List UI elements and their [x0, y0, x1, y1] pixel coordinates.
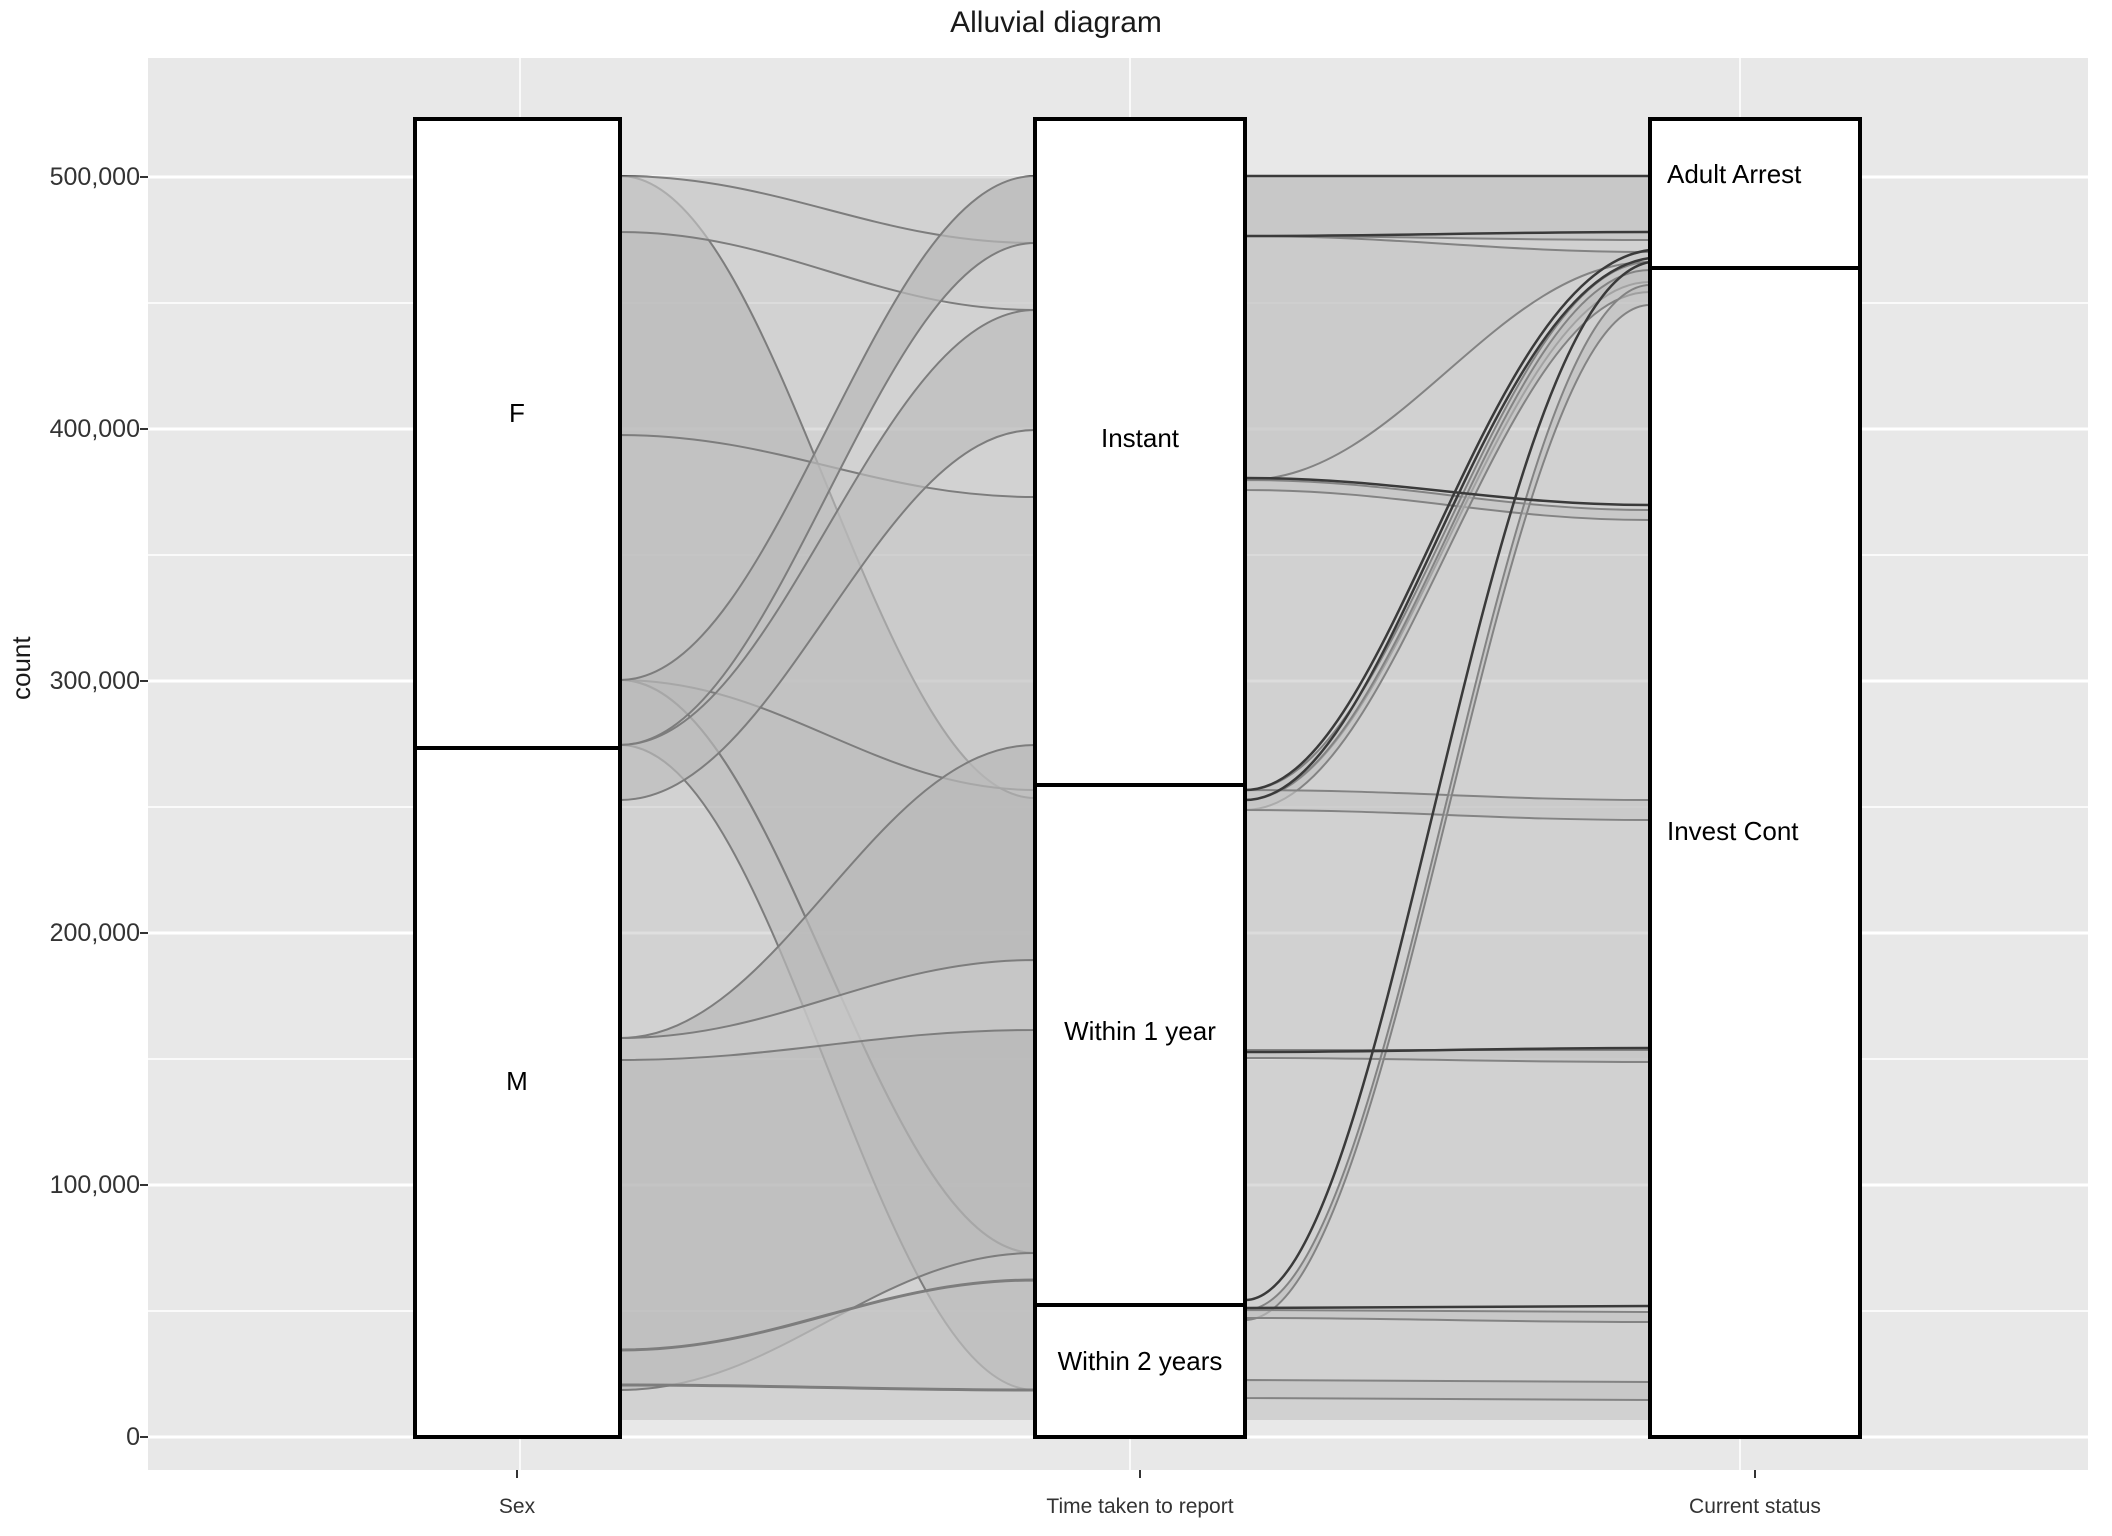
stratum-label-within-2-years: Within 2 years [1057, 1346, 1223, 1376]
x-tick-time-taken-to-report: Time taken to report [1046, 1495, 1234, 1518]
y-axis-label: count [6, 636, 36, 700]
stratum-label-instant: Instant [1100, 423, 1180, 453]
x-tick-sex: Sex [498, 1495, 536, 1518]
y-tick-500000: 500,000 [49, 163, 140, 191]
stratum-time [1035, 119, 1245, 1437]
y-tick-400000: 400,000 [49, 415, 140, 443]
flow-overlap-fill-1 [620, 176, 1035, 1420]
stratum-label-f: F [509, 398, 525, 428]
stratum-label-m: M [506, 1066, 528, 1096]
stratum-status [1650, 119, 1860, 1437]
y-tick-300000: 300,000 [49, 667, 140, 695]
stratum-label-adult-arrest: Adult Arrest [1667, 159, 1802, 189]
y-tick-100000: 100,000 [49, 1171, 140, 1199]
flow-overlap-fill-2 [1245, 176, 1650, 1420]
y-tick-0: 0 [126, 1423, 140, 1451]
chart-title: Alluvial diagram [950, 6, 1162, 39]
x-tick-current-status: Current status [1689, 1495, 1821, 1518]
stratum-label-within-1-year: Within 1 year [1064, 1016, 1216, 1046]
stratum-sex [415, 119, 620, 1437]
stratum-label-invest-cont: Invest Cont [1667, 816, 1799, 846]
y-tick-200000: 200,000 [49, 919, 140, 947]
